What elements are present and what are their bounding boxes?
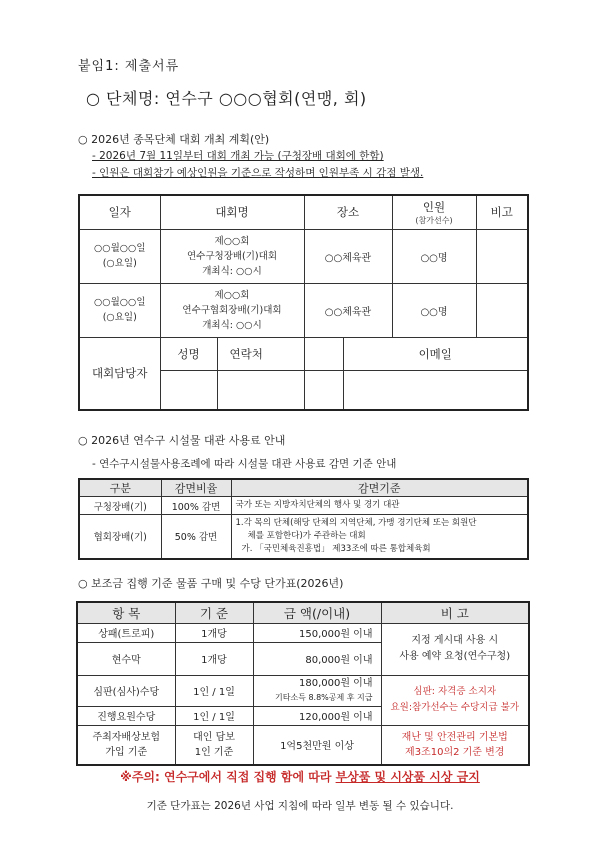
- price-header-amount: 금 액(/이내): [253, 602, 381, 623]
- row2-name: [160, 283, 304, 337]
- manager-label: 대회담당자: [79, 337, 160, 410]
- table-row: [79, 229, 528, 283]
- fee-row2-criteria-line2: 체를 포함한다)가 주관하는 대회: [247, 530, 366, 541]
- plan-table: [78, 194, 529, 411]
- section1-note2: - 인원은 대회참가 예상인원을 기준으로 작성하며 인원부족 시 감점 발생.: [92, 167, 424, 179]
- price-row1-item: 상패(트로피): [77, 623, 175, 642]
- price-row5-remarks: [381, 725, 529, 765]
- document-title: ○ 단체명: 연수구 ○○○협회(연맹, 회): [86, 89, 367, 108]
- manager-email-label: 이메일: [343, 338, 528, 370]
- manager-contact-value-tail: [305, 371, 343, 409]
- warning-prefix: ※주의:: [120, 770, 164, 784]
- fee-header-type: 구분: [79, 479, 161, 497]
- price-row2-remarks-line2: 사용 예약 요청(연수구청): [399, 651, 511, 662]
- manager-name-contact-value: [160, 370, 304, 410]
- price-row2-remarks-line1: 지정 게시대 사용 시: [411, 635, 499, 646]
- price-row5-remarks-line2: 제3조10의2 기준 변경: [405, 746, 505, 758]
- price-row3-remarks-line2: 요원:참가선수는 수당지급 불가: [390, 702, 520, 713]
- annex-label: 붙임1: 제출서류: [78, 59, 180, 74]
- fee-table-header: [79, 479, 528, 497]
- header-remarks: 비고: [476, 195, 528, 229]
- row2-name-edition: 제○○회: [214, 289, 250, 301]
- table-row: [79, 497, 528, 515]
- fee-header-rate: 감면비율: [161, 479, 231, 497]
- section1-note1: - 2026년 7월 11일부터 대회 개최 가능 (구청장배 대회에 한함): [92, 150, 384, 162]
- row2-name-time: 개최식: ○○시: [202, 319, 262, 331]
- price-row5-item: [77, 725, 175, 765]
- manager-email-value-cell: [304, 370, 528, 410]
- table-row: [79, 515, 528, 559]
- price-row4-item: 진행요원수당: [77, 706, 175, 725]
- row2-remarks: [476, 283, 528, 337]
- row1-date-day: ○○월○○일: [93, 243, 146, 254]
- price-header-basis: 기 준: [175, 602, 253, 623]
- header-people-label: 인원: [422, 199, 446, 214]
- footer-note: 기준 단가표는 2026년 사업 지침에 따라 일부 변동 될 수 있습니다.: [146, 800, 454, 812]
- price-row4-amount: 120,000원 이내: [253, 706, 381, 725]
- manager-name-header: 성명: [177, 346, 200, 361]
- row2-people: ○○명: [392, 283, 476, 337]
- fee-row1-rate: 100% 감면: [161, 497, 231, 515]
- price-row5-basis-line2: 1인 기준: [194, 746, 234, 758]
- fee-row2-type: 협회장배(기): [79, 515, 161, 559]
- price-header-item: 항 목: [77, 602, 175, 623]
- price-row1-amount: 150,000원 이내: [253, 623, 381, 642]
- price-row5-basis-line1: 대인 담보: [193, 731, 235, 743]
- price-table-header: [77, 602, 529, 623]
- section3-heading: ○ 보조금 집행 기준 물품 구매 및 수당 단가표(2026년): [78, 577, 344, 590]
- manager-email-value: [343, 371, 528, 409]
- manager-contact-value: [217, 371, 304, 409]
- row1-name: [160, 229, 304, 283]
- row1-place: ○○체육관: [304, 229, 392, 283]
- manager-value-split: [161, 371, 304, 409]
- fee-row2-criteria: [231, 515, 528, 559]
- manager-name-contact-header: [160, 337, 304, 370]
- row2-name-title: 연수구협회장배(기)대회: [182, 304, 282, 316]
- fee-row2-criteria-line3: 가. 「국민체육진흥법」 제33조에 따른 통합체육회: [241, 543, 431, 554]
- fee-row1-criteria: 국가 또는 지방자치단체의 행사 및 경기 대관: [231, 497, 528, 515]
- row1-remarks: [476, 229, 528, 283]
- warning-part1: 연수구에서 직접 집행 함에 따라: [164, 770, 336, 784]
- row2-date: [79, 283, 160, 337]
- price-row5-basis: [175, 725, 253, 765]
- row1-name-edition: 제○○회: [214, 235, 250, 247]
- price-row5-remarks-line1: 재난 및 안전관리 기본법: [401, 731, 508, 743]
- price-header-remarks: 비 고: [381, 602, 529, 623]
- row1-name-title: 연수구청장배(기)대회: [186, 250, 277, 262]
- table-row: [79, 283, 528, 337]
- fee-header-criteria: 감면기준: [231, 479, 528, 497]
- price-row5-item-line2: 가입 기준: [105, 746, 148, 758]
- header-date: 일자: [79, 195, 160, 229]
- plan-table-header: [79, 195, 528, 229]
- header-people-sub: (참가선수): [415, 215, 453, 225]
- manager-email-split: [305, 338, 528, 370]
- section2-heading: ○ 2026년 연수구 시설물 대관 사용료 안내: [78, 434, 286, 447]
- table-row: [77, 675, 529, 706]
- section2-note: - 연수구시설물사용조례에 따라 시설물 대관 사용료 감면 기준 안내: [92, 458, 397, 470]
- row1-date: [79, 229, 160, 283]
- fee-row1-type: 구청장배(기): [79, 497, 161, 515]
- table-row: [77, 623, 529, 642]
- fee-row2-rate: 50% 감면: [161, 515, 231, 559]
- price-row3-item: 심판(심사)수당: [77, 675, 175, 706]
- warning-text: [0, 768, 600, 785]
- manager-contact-header: 연락처: [217, 338, 304, 370]
- manager-name-value: [161, 371, 217, 409]
- row2-date-weekday: (○요일): [102, 312, 137, 323]
- price-row2-remarks: [381, 623, 529, 675]
- price-row5-amount: 1억5천만원 이상: [253, 725, 381, 765]
- price-row2-basis: 1개당: [175, 642, 253, 675]
- price-row2-item: 현수막: [77, 642, 175, 675]
- header-people: [392, 195, 476, 229]
- price-row5-item-line1: 주최자배상보험: [92, 731, 161, 743]
- price-row2-amount: 80,000원 이내: [253, 642, 381, 675]
- row2-place: ○○체육관: [304, 283, 392, 337]
- row1-people: ○○명: [392, 229, 476, 283]
- price-row3-remarks-line1: 심판: 자격증 소지자: [413, 686, 497, 697]
- fee-table: [78, 478, 529, 560]
- row1-date-weekday: (○요일): [102, 258, 137, 269]
- price-row4-basis: 1인 / 1일: [175, 706, 253, 725]
- price-row3-remarks: [381, 675, 529, 725]
- section1-heading: ○ 2026년 종목단체 대회 개최 계획(안): [78, 133, 270, 146]
- price-row1-basis: 1개당: [175, 623, 253, 642]
- row1-name-time: 개최식: ○○시: [202, 265, 262, 277]
- header-place: 장소: [304, 195, 392, 229]
- price-row3-basis: 1인 / 1일: [175, 675, 253, 706]
- manager-email-header: [304, 337, 528, 370]
- manager-contact-tail: [305, 338, 343, 370]
- header-name: 대회명: [160, 195, 304, 229]
- row2-date-day: ○○월○○일: [93, 297, 146, 308]
- price-row3-amount-note: 기타소득 8.8%공제 후 지급: [274, 692, 373, 702]
- price-table: [76, 601, 530, 766]
- manager-email-value-split: [305, 371, 528, 409]
- price-row3-amount: [253, 675, 381, 706]
- manager-name-contact-split: [161, 338, 304, 370]
- manager-header-row: [79, 337, 528, 370]
- fee-row2-criteria-line1: 1.각 목의 단체(해당 단체의 지역단체, 가맹 경기단체 또는 회원단: [235, 517, 477, 528]
- table-row: [77, 725, 529, 765]
- price-row3-amount-value: 180,000원 이내: [298, 677, 373, 689]
- warning-part2: 부상품 및 시상품 시상 금지: [335, 770, 480, 784]
